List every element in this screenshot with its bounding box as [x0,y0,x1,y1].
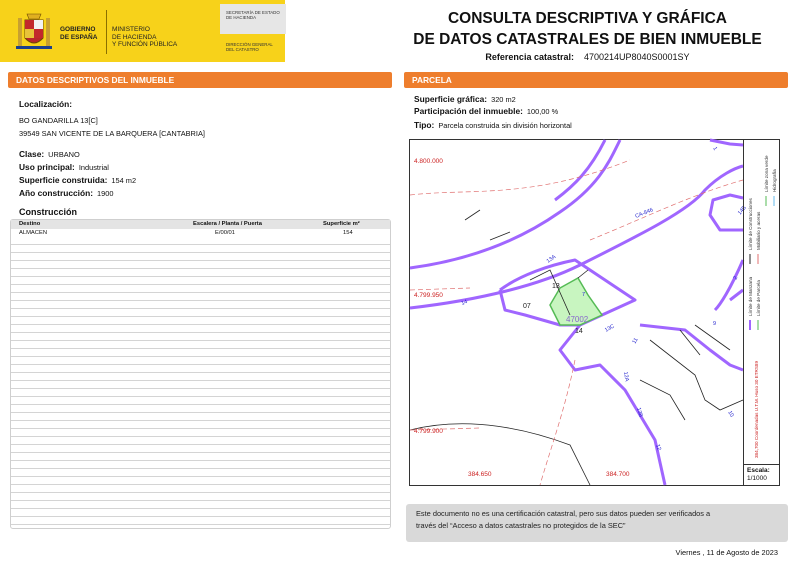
road-label: CA-846 [634,207,655,220]
gob-line2: DE ESPAÑA [60,33,98,41]
dir-line2: DEL CATASTRO [226,47,259,52]
clase-value: URBANO [48,150,80,159]
min-line3: Y FUNCIÓN PÚBLICA [112,41,178,48]
table-row [11,229,390,237]
map-canvas [410,140,748,485]
tipo-label: Tipo: [414,120,435,130]
gobierno-text [60,26,97,41]
dir-line1: DIRECCIÓN GENERAL [226,42,273,47]
cadastral-map[interactable] [409,139,780,486]
construction-b [578,270,588,278]
sup-grafica-value: 320 m2 [491,95,516,104]
anio-row [19,188,113,198]
road-label: 9 [713,321,717,327]
legend-coordinates: 384,700 Coordenadas U.T.M. Huso 30 ETRS89 [754,360,759,458]
superficie-label: Superficie construida: [19,175,108,185]
legend-item: Límite de Parcela [756,280,761,316]
scale-label: Escala: [747,467,770,474]
col-superficie: Superficie m² [323,221,360,227]
construccion-title: Construcción [19,207,78,217]
legend-item: Límite de Construcciones [748,198,753,250]
legend-items [748,155,777,330]
participacion-label: Participación del inmueble: [414,106,523,116]
clase-row [19,149,80,159]
cell-destino: ALMACEN [19,230,48,236]
legend-item: Límite zona verde [764,155,769,192]
uso-row [19,162,109,172]
road-label: 14 [460,298,469,307]
road-label: 14B [736,204,748,217]
section-bar-parcela: PARCELA [404,72,788,88]
block-line-edge [730,290,743,300]
road-label: 11 [631,337,640,345]
localizacion-label: Localización: [19,99,73,109]
road-label: 7 [582,292,586,298]
coord-label: 384.650 [468,471,492,478]
map-scale [743,464,780,486]
sup-grafica-row [414,94,516,104]
sec-line2: DE HACIENDA [226,15,257,20]
construction-e [695,325,730,350]
construction-h [465,210,510,240]
legend-item: Límite de Manzana [748,276,753,316]
ref-value: 4700214UP8040S0001SY [583,52,690,62]
col-destino: Destino [19,221,41,227]
document-date: Viernes , 11 de Agosto de 2023 [675,548,778,557]
gob-line1: GOBIERNO [60,26,96,33]
road-label: 12A [622,371,630,382]
coord-label: 4.800.000 [414,158,443,165]
superficie-row [19,175,136,185]
coord-line-2 [410,288,470,290]
parcel-number: 07 [523,303,531,310]
block-line-right-top [715,260,743,310]
road-label: 10 [726,410,735,419]
coord-label: 4.799.900 [414,428,443,435]
cell-superficie: 154 [343,230,353,236]
participacion-value: 100,00 % [526,107,559,116]
legend-canvas [744,140,781,464]
tipo-value: Parcela construida sin división horizontal [438,121,572,130]
parcel-number: 14 [575,328,583,335]
block-line-corner [710,140,743,145]
superficie-value: 154 m2 [111,176,137,185]
map-legend [743,140,780,464]
direccion-text [226,42,273,52]
title-line1: CONSULTA DESCRIPTIVA Y GRÁFICA [447,10,727,27]
clase-label: Clase: [19,149,45,159]
sec-line1: SECRETARÍA DE ESTADO [226,10,280,15]
document-title [410,8,765,50]
construccion-table [10,219,391,529]
address-line1: BO GANDARILLA 13[C] [19,116,98,125]
road-label: 13C [604,323,616,334]
road-label: 13B [635,406,644,418]
tipo-row [414,120,572,130]
anio-value: 1900 [96,189,114,198]
table-empty-lines [11,237,390,530]
secretaria-text [226,10,280,20]
coord-label: 384.700 [606,471,630,478]
notice-line2[interactable]: través del “Acceso a datos catastrales no protegidos de la SEC” [416,521,626,530]
road-label: 13A [545,254,558,265]
col-escalera: Escalera / Planta / Puerta [193,221,262,227]
coord-line-4 [540,360,575,485]
address-line2: 39549 SAN VICENTE DE LA BARQUERA [CANTABRIA] [19,129,205,138]
legend-item: Mobiliario y aceras [756,211,761,250]
coat-of-arms-icon [14,10,54,54]
block-line-top [555,140,605,200]
parcel-number: 13 [552,283,560,290]
disclaimer-notice [406,504,788,542]
title-line2: DE DATOS CATASTRALES DE BIEN INMUEBLE [413,31,762,48]
road-label: 12 [654,443,662,452]
construction-f [640,380,685,420]
parcel-number: 47002 [566,315,589,324]
cell-escalera: E/00/01 [215,230,235,236]
logo-divider [106,10,107,54]
coord-label: 4.799.950 [414,292,443,299]
ref-label: Referencia catastral: [485,52,574,62]
section-bar-datos: DATOS DESCRIPTIVOS DEL INMUEBLE [8,72,392,88]
min-line1: MINISTERIO [112,26,150,33]
participacion-row [414,106,558,116]
construction-lines [410,210,743,485]
uso-label: Uso principal: [19,162,75,172]
min-line2: DE HACIENDA [112,33,157,41]
ministerio-text [112,26,177,49]
notice-line1: Este documento no es una certificación catastral, pero sus datos pueden ser verificados a [416,509,711,518]
road-label: 2 [732,275,740,281]
uso-value: Industrial [78,163,109,172]
referencia-catastral [410,52,765,62]
block-line-right [640,325,743,370]
legend-item: Hidrografía [772,169,777,192]
sup-grafica-label: Superficie gráfica: [414,94,488,104]
table-header [11,220,390,229]
road-label: 1 [711,146,718,152]
scale-value: 1/1000 [747,475,767,482]
anio-label: Año construcción: [19,188,93,198]
